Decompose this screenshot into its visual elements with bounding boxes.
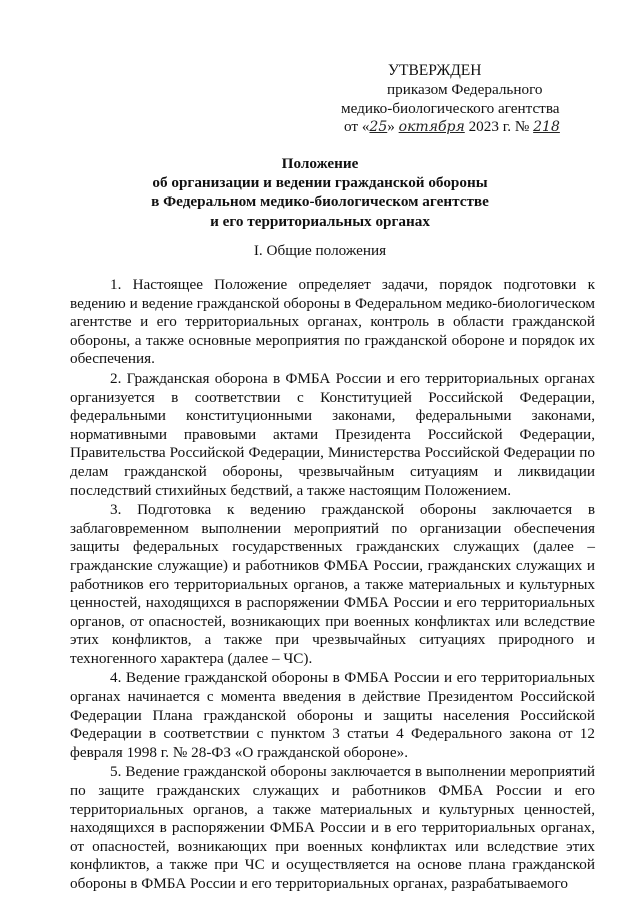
approval-stamp xyxy=(340,62,620,137)
approval-order-line: приказом Федерального xyxy=(387,80,543,98)
section-heading: I. Общие положения xyxy=(253,242,387,259)
paragraph: 5. Ведение гражданской обороны заключается в выполнении мероприятий по защите гражданских служащих и работников ФМБА России и его территориальных органов, а также материальных и культурных ценностей, находящихся в распоряжении ФМБА России и в его территориальных органах, от опасностей, возникающих при военных конфликтах или вследствие этих конфликтов, а также при ЧС и осуществляется на основе плана гражданской обороны в ФМБА России и его территориальных органах, разрабатываемого xyxy=(70,763,595,892)
document-body xyxy=(70,276,595,894)
title-line-3: в Федеральном медико-биологическом агентстве xyxy=(151,193,489,211)
title-line-4: и его территориальных органах xyxy=(210,212,430,230)
handwritten-month: октября xyxy=(398,119,465,136)
date-prefix: от « xyxy=(344,118,370,136)
approved-label: УТВЕРЖДЕН xyxy=(388,62,482,79)
date-year: 2023 г. № xyxy=(464,118,534,136)
paragraph: 1. Настоящее Положение определяет задачи, порядок подготовки к ведению и ведение гражданской обороны в Федеральном медико-биологическом агентстве и его территориальных органах, контроль в области гражданской обороны, а также основные мероприятия по гражданской обороне и порядок их обеспечения. xyxy=(70,276,595,368)
approval-agency-line: медико-биологического агентства xyxy=(341,99,560,117)
paragraph: 4. Ведение гражданской обороны в ФМБА России и его территориальных органах начинается с момента введения в действие Президентом Российской Федерации Плана гражданской обороны и защиты населения Российской Федерации в соответствии с пунктом 3 статьи 4 Федерального закона от 12 февраля 1998 г. № 28-ФЗ «О гражданской обороне». xyxy=(70,669,595,761)
title-line-2: об организации и ведении гражданской обороны xyxy=(152,174,488,192)
date-mid: » xyxy=(387,118,399,136)
title-line-1: Положение xyxy=(281,155,359,172)
document-title xyxy=(60,154,580,231)
paragraph: 3. Подготовка к ведению гражданской обороны заключается в заблаговременном выполнении мероприятий по организации обеспечения защиты федеральных государственных гражданских служащих (далее – гражданские служащие) и работников ФМБА России, гражданских служащих и работников его территориальных органов, а также материальных и культурных ценностей, находящихся в распоряжении ФМБА России и его территориальных органов, от опасностей, возникающих при военных конфликтах или вследствие этих конфликтов, а также при чрезвычайных ситуациях природного и техногенного характера (далее – ЧС). xyxy=(70,501,595,667)
handwritten-order-number: 218 xyxy=(533,119,560,136)
handwritten-day: 25 xyxy=(369,119,388,136)
paragraph: 2. Гражданская оборона в ФМБА России и его территориальных органах организуется в соответствии с Конституцией Российской Федерации, федеральными конституционными законами, федеральными законами, нормативными правовыми актами Президента Российской Федерации, Правительства Российской Федерации, Министерства Российской Федерации по делам гражданской обороны, чрезвычайным ситуациям и ликвидации последствий стихийных бедствий, а также настоящим Положением. xyxy=(70,369,595,499)
approval-date-line xyxy=(344,118,620,137)
